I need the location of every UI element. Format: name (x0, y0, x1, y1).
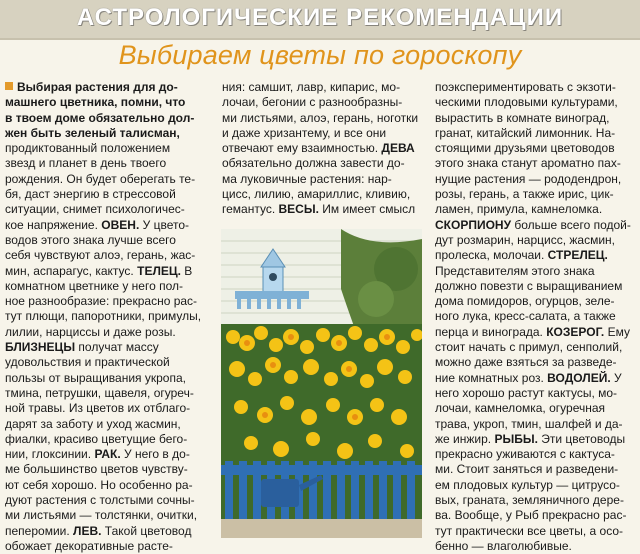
line-text: поэкспериментировать с экзоти- (435, 80, 616, 94)
col2-line-2 (222, 111, 427, 126)
line-text: лочаи, бегонии с разнообразны- (222, 95, 403, 110)
col3-line-2 (435, 111, 637, 126)
line-text: ного лука, кресс-салата, а также (435, 309, 616, 324)
col3-line-25 (435, 462, 637, 477)
col3-line-1 (435, 95, 637, 110)
line-text: нущие растения — рододендрон, (435, 171, 622, 186)
line-tail: Им имеет смысл (318, 202, 416, 217)
col3-line-10 (435, 233, 637, 248)
col2-line-6 (222, 172, 427, 187)
line-text: ми. Стоит заняться и разведени- (435, 462, 619, 477)
col1-line-18 (5, 355, 215, 370)
col1-line-15 (5, 309, 215, 324)
line-tail: В (180, 263, 193, 278)
col3-line-26 (435, 478, 637, 493)
line-text: перца и винограда. (435, 324, 543, 339)
zodiac-sign-label: РАК. (94, 447, 121, 462)
line-text: лочаи, камнеломка, огуречная (435, 401, 606, 416)
line-text: вых, граната, земляничного дере- (435, 493, 624, 508)
col2-line-7 (222, 187, 427, 202)
line-text: ное разнообразие: прекрасно рас- (5, 294, 198, 309)
zodiac-sign-label: РЫБЫ. (494, 431, 538, 446)
line-text: кое напряжение. (5, 217, 98, 232)
line-tail: Эти цветоводы (537, 431, 626, 446)
col1-line-12 (5, 264, 215, 279)
col1-line-28 (5, 508, 215, 523)
line-tail: У него в до- (120, 447, 190, 462)
col3-line-12 (435, 264, 637, 279)
col1-line-24 (5, 447, 215, 462)
col1-line-22 (5, 417, 215, 432)
line-text: дуют растения с толстыми сочны- (5, 493, 195, 508)
article-title: Выбираем цветы по гороскопу (118, 40, 522, 70)
line-text: бенно — влаголюбивые. (435, 538, 572, 553)
text-column-3 (435, 80, 637, 554)
line-tail: больше всего подой- (511, 217, 631, 232)
line-text: пеперомии. (5, 523, 70, 538)
col3-line-29 (435, 524, 637, 539)
line-text: ситуации, снимет психологичес- (5, 202, 185, 217)
line-text: должно повезти с выращиванием (435, 278, 623, 293)
section-title: АСТРОЛОГИЧЕСКИЕ РЕКОМЕНДАЦИИ (76, 4, 564, 31)
line-text: рождения. Он будет оберегать те- (5, 171, 196, 186)
col2-line-5 (222, 156, 427, 171)
col1-line-23 (5, 432, 215, 447)
line-text: нии, глоксинии. (5, 447, 92, 462)
line-tail: Такой цветовод (101, 523, 192, 538)
line-text: ламен, примула, камнеломка. (435, 202, 603, 217)
line-text: гемантус. (222, 202, 276, 217)
line-text: дут розмарин, нарцисс, жасмин, (435, 232, 615, 247)
line-text: цисс, лилию, амариллис, кливию, (222, 187, 411, 202)
line-text: бя, даст энергию в стрессовой (5, 187, 176, 202)
zodiac-sign-label: ЛЕВ. (73, 523, 102, 538)
line-text: можно даже взяться за разведе- (435, 355, 617, 370)
photo-illustration (221, 229, 422, 538)
col3-line-17 (435, 340, 637, 355)
zodiac-sign-label: ВОДОЛЕЙ. (547, 370, 611, 385)
col2-line-0 (222, 80, 427, 95)
line-text: стоит начать с примул, сенполий, (435, 340, 623, 355)
line-text: ми листьями — толстянки, очитки, (5, 508, 198, 523)
col1-line-9 (5, 218, 215, 233)
col1-line-11 (5, 248, 215, 263)
line-text: тут практически все цветы, а осо- (435, 523, 624, 538)
line-text: розы, герань, а также ирис, цик- (435, 187, 614, 202)
line-text: Выбирая растения для до- (17, 80, 178, 94)
col1-line-13 (5, 279, 215, 294)
col3-line-18 (435, 355, 637, 370)
col3-line-15 (435, 309, 637, 324)
col1-line-7 (5, 187, 215, 202)
col1-line-2 (5, 111, 215, 126)
line-text: тмина, петрушки, щавеля, огуреч- (5, 385, 194, 400)
line-text: ма луковичные растения: нар- (222, 171, 392, 186)
line-tail: У цвето- (139, 217, 190, 232)
line-text: продиктованный положением (5, 141, 171, 156)
col3-line-8 (435, 202, 637, 217)
text-column-1 (5, 80, 215, 554)
line-text: фиалки, красиво цветущие бего- (5, 431, 188, 446)
col1-line-25 (5, 462, 215, 477)
zodiac-sign-label: ДЕВА (381, 141, 415, 156)
line-text: этого знака станут ароматно пах- (435, 156, 621, 171)
garden-daffodils-photo (221, 229, 422, 538)
col2-line-8 (222, 202, 427, 217)
line-text: отвечают ему взаимностью. (222, 141, 379, 156)
line-text: него хорошо растут кактусы, мо- (435, 385, 618, 400)
col1-line-19 (5, 371, 215, 386)
col3-line-6 (435, 172, 637, 187)
line-text: стоящими друзьями цветоводов (435, 141, 615, 156)
line-text: дарят за заботу и уход жасмин, (5, 416, 181, 431)
col3-line-5 (435, 156, 637, 171)
col3-line-20 (435, 386, 637, 401)
col3-line-7 (435, 187, 637, 202)
col3-line-13 (435, 279, 637, 294)
zodiac-sign-label: СКОРПИОНУ (435, 217, 512, 232)
line-text: ют себя хорошо. Но особенно ра- (5, 477, 193, 492)
col1-line-6 (5, 172, 215, 187)
line-text: жен быть зеленый талисман, (5, 125, 180, 140)
gravel-path (221, 519, 422, 538)
col3-line-4 (435, 141, 637, 156)
line-text: себя чувствуют алоэ, герань, жас- (5, 248, 196, 263)
col3-line-21 (435, 401, 637, 416)
col3-line-22 (435, 417, 637, 432)
col1-line-17 (5, 340, 215, 355)
line-text: ной травы. Из цветов их отблаго- (5, 401, 191, 416)
col3-line-28 (435, 508, 637, 523)
col1-line-1 (5, 95, 215, 110)
line-text: ние комнатных роз. (435, 370, 544, 385)
col1-line-5 (5, 156, 215, 171)
col1-line-21 (5, 401, 215, 416)
col1-line-3 (5, 126, 215, 141)
zodiac-sign-label: КОЗЕРОГ. (546, 324, 605, 339)
zodiac-sign-label: БЛИЗНЕЦЫ (5, 340, 76, 355)
col3-line-3 (435, 126, 637, 141)
line-text: прекрасно уживаются с кактуса- (435, 447, 615, 462)
line-text: дома помидоров, огурцов, зеле- (435, 294, 615, 309)
line-text: гранат, китайский лимонник. На- (435, 125, 616, 140)
col3-line-27 (435, 493, 637, 508)
line-text: вырастить в комнате виноград, (435, 110, 610, 125)
line-text: ми листьями, алоэ, герань, ноготки (222, 110, 419, 125)
text-column-2 (222, 80, 427, 218)
line-text: в твоем доме обязательно дол- (5, 110, 195, 125)
bullet-square-icon (5, 82, 13, 90)
line-text: звезд и планет в день твоего (5, 156, 167, 171)
line-text: и даже хризантему, и все они (222, 125, 387, 140)
col3-line-11 (435, 248, 637, 263)
col3-line-9 (435, 218, 637, 233)
col1-line-20 (5, 386, 215, 401)
zodiac-sign-label: ОВЕН. (101, 217, 140, 232)
line-text: Представителям этого знака (435, 263, 595, 278)
col3-line-24 (435, 447, 637, 462)
col1-line-0 (5, 80, 215, 95)
zodiac-sign-label: СТРЕЛЕЦ. (547, 248, 608, 263)
col3-line-19 (435, 371, 637, 386)
col3-line-14 (435, 294, 637, 309)
zodiac-sign-label: ВЕСЫ. (278, 202, 319, 217)
col1-line-8 (5, 202, 215, 217)
line-tail: Ему (604, 324, 630, 339)
col3-line-30 (435, 539, 637, 554)
col2-line-1 (222, 95, 427, 110)
line-tail: У (610, 370, 622, 385)
line-text: машнего цветника, помни, что (5, 95, 186, 110)
line-text: удовольствия и практической (5, 355, 170, 370)
line-text: лилии, нарциссы и даже розы. (5, 324, 176, 339)
col3-line-23 (435, 432, 637, 447)
line-text: ем плодовых культур — цитрусо- (435, 477, 620, 492)
col1-line-10 (5, 233, 215, 248)
col3-line-16 (435, 325, 637, 340)
zodiac-sign-label: ТЕЛЕЦ. (137, 263, 181, 278)
line-text: мин, аспарагус, кактус. (5, 263, 134, 278)
line-text: же инжир. (435, 431, 492, 446)
line-text: ме большинство цветов чувству- (5, 462, 188, 477)
line-text: комнатном цветнике у него пол- (5, 278, 183, 293)
line-text: обязательно должна завести до- (222, 156, 405, 171)
line-tail: получат массу (75, 340, 159, 355)
line-text: пользы от выращивания укропа, (5, 370, 186, 385)
col1-line-16 (5, 325, 215, 340)
col1-line-30 (5, 539, 215, 554)
line-text: пролеска, молочаи. (435, 248, 545, 263)
col2-line-3 (222, 126, 427, 141)
col1-line-29 (5, 524, 215, 539)
col3-line-0 (435, 80, 637, 95)
col1-line-4 (5, 141, 215, 156)
col1-line-14 (5, 294, 215, 309)
line-text: водов этого знака лучше всего (5, 232, 176, 247)
col2-line-4 (222, 141, 427, 156)
line-text: ческими плодовыми культурами, (435, 95, 618, 110)
col1-line-27 (5, 493, 215, 508)
col1-line-26 (5, 478, 215, 493)
line-text: ва. Вообще, у Рыб прекрасно рас- (435, 508, 627, 523)
line-text: обожает декоративные расте- (5, 538, 173, 553)
line-text: ния: самшит, лавр, кипарис, мо- (222, 80, 401, 94)
line-text: трава, укроп, тмин, шалфей и да- (435, 416, 623, 431)
line-text: тут плющи, папоротники, примулы, (5, 309, 202, 324)
